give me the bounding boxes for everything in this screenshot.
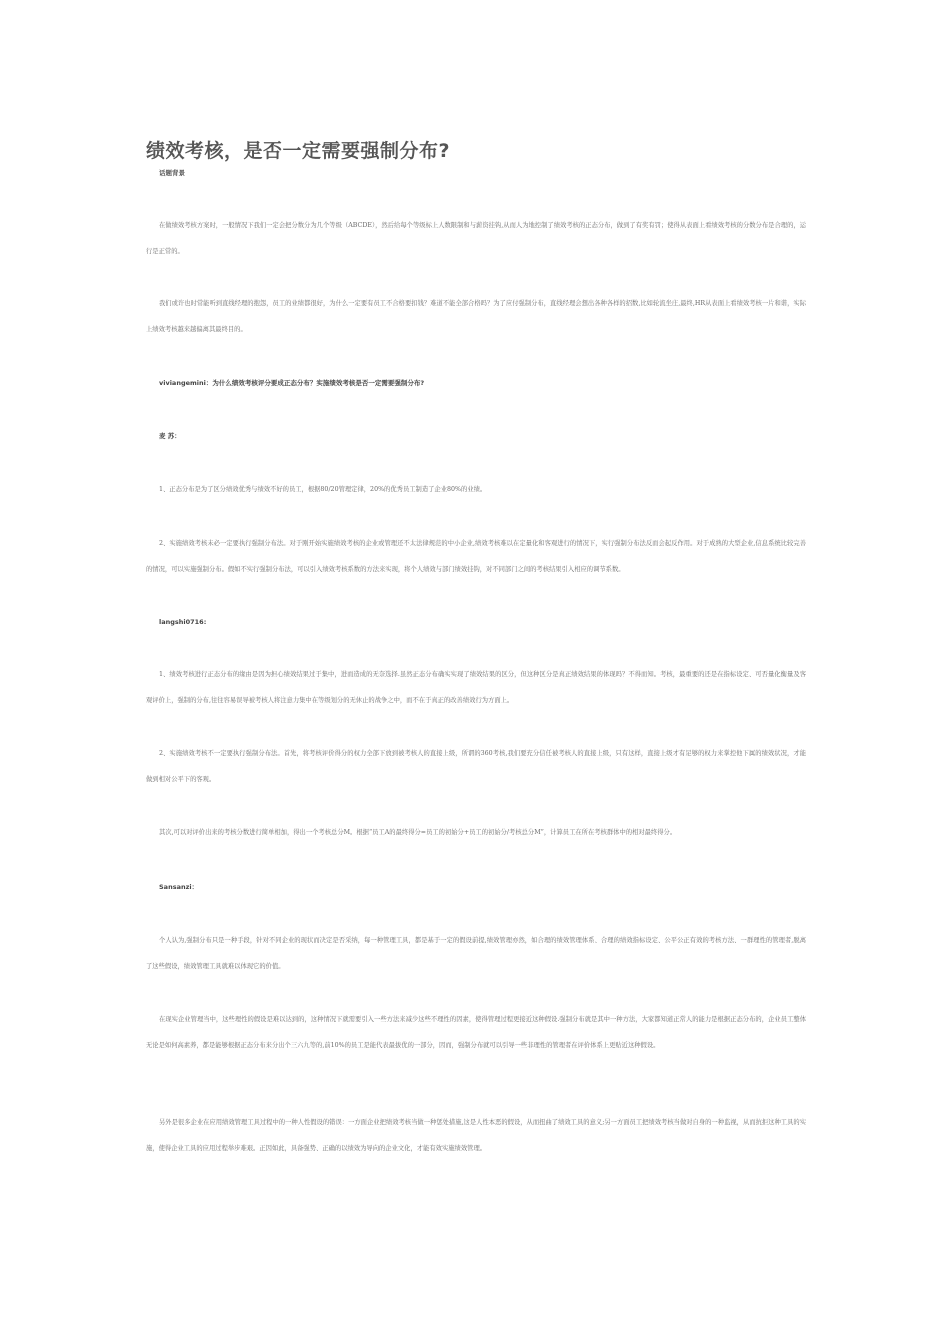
- page-title: 绩效考核，是否一定需要强制分布?: [146, 140, 451, 162]
- section-subtitle: 话题背景: [159, 169, 185, 177]
- answer2-paragraph-3: 其次,可以对评价出来的考核分数进行简单相加，得出一个考核总分M。根据“员工A的最终得分=员工的初始分+员工的初始分/考核总分M”，计算员工在所在考核群体中的相对最终得分。: [159, 829, 677, 836]
- answer1-paragraph-2: 2、实施绩效考核未必一定要执行强制分布法。对于刚开始实施绩效考核的企业或管理还不太法律规范的中小企业,绩效考核难以在定量化和客观进行的情况下，实行强制分布法反而会起反作用。对于成熟的大型企业,信息系统比较完善的情况，可以实施强制分布。假如不实行强制分布法，可以引入绩效考核系数的方法来实现，将个人绩效与部门绩效挂钩，对不同部门之间的考核结果引入相应的调节系数。: [146, 540, 806, 573]
- answer2-paragraph-2: 2、实施绩效考核不一定要执行强制分布法。首先，将考核评价得分的权力全部下放到被考核人的直接上级，所谓的360考核,我们要充分信任被考核人的直接上级，只有这样，直接上级才有足够的权力来掌控他下属的绩效状况，才能做到相对公平下的客观。: [146, 750, 806, 783]
- answer1-paragraph-1: 1、正态分布是为了区分绩效优秀与绩效不好的员工，根据80/20管理定律，20%的优秀员工制造了企业80%的业绩。: [159, 486, 487, 493]
- answer3-author: Sansanzi：: [159, 883, 199, 891]
- answer3-paragraph-2: 在现实企业管理当中，这些理性的假设是难以达到的，这种情况下就需要引入一些方法来减少这些不理性的因素，使得管理过程更接近这种假设.强制分布就是其中一种方法，大家都知道正常人的能力是根据正态分布的，企业员工整体无论是如何高素养，都是能够根据正态分布来分出个三六九等的,前10%的员工是能代表最拔优的一部分，因而，强制分布就可以引导一些非理性的管理者在评价体系上更贴近这种假设。: [146, 1016, 806, 1049]
- answer3-paragraph-3: 另外是很多企业在应用绩效管理工具过程中的一种人性假设的错误：一方面企业把绩效考核当做一种惩处措施,这是人性本恶的假设，从而扭曲了绩效工具的意义;另一方面员工把绩效考核当做对自身的一种监视，从而抗拒这种工具的实施，使得企业工具的应用过程举步难艰。正因如此，具备强势、正确的以绩效为导向的企业文化，才能有效实施绩效管理。: [146, 1119, 806, 1152]
- answer2-paragraph-1: 1、绩效考核进行正态分布的缘由是因为担心绩效结果过于集中，进而造成的无奈选择.虽然正态分布确实实现了绩效结果的区分，但这种区分是真正绩效结果的体现吗？不得而知。考核，最重要的还是在指标设定、可否量化衡量及客观评价上，强制的分布,往往容易误导被考核人将注意力集中在等级划分的无休止的战争之中，而不在于真正的改善绩效行为方面上。: [146, 671, 806, 704]
- background-paragraph-2: 我们或许也时常能听到直线经理的抱怨，员工的业绩都很好，为什么一定要有员工不合格要扣钱？难道不能全部合格吗？为了应付强制分布，直线经理会想出各种各样的招数,比如轮流坐庄,最终,HR从表面上看绩效考核一片和谐，实际上绩效考核越来越偏离其最终目的。: [146, 300, 806, 333]
- question-line: viviangemini：为什么绩效考核评分要成正态分布？实施绩效考核是否一定需要强制分布?: [159, 379, 425, 387]
- answer3-paragraph-1: 个人认为,强制分布只是一种手段，针对不同企业的现状而决定是否采纳，每一种管理工具，都是基于一定的假设前提,绩效管理亦然，如合理的绩效管理体系、合理的绩效指标设定、公平公正有效的考核方法、一群理性的管理者,脱离了这些假设，绩效管理工具就难以体现它的价值。: [146, 937, 806, 970]
- background-paragraph-1: 在做绩效考核方案时，一般情况下我们一定会把分数分为几个等级（ABCDE），然后给每个等级标上人数限制和与薪资挂钩,从而人为地控制了绩效考核的正态分布，做到了有奖有罚；使得从表面上看绩效考核的分数分布是合理的，运行是正常的。: [146, 222, 806, 255]
- answer2-author: langshi0716:: [159, 618, 207, 626]
- answer1-author: 麦 苏：: [159, 432, 181, 440]
